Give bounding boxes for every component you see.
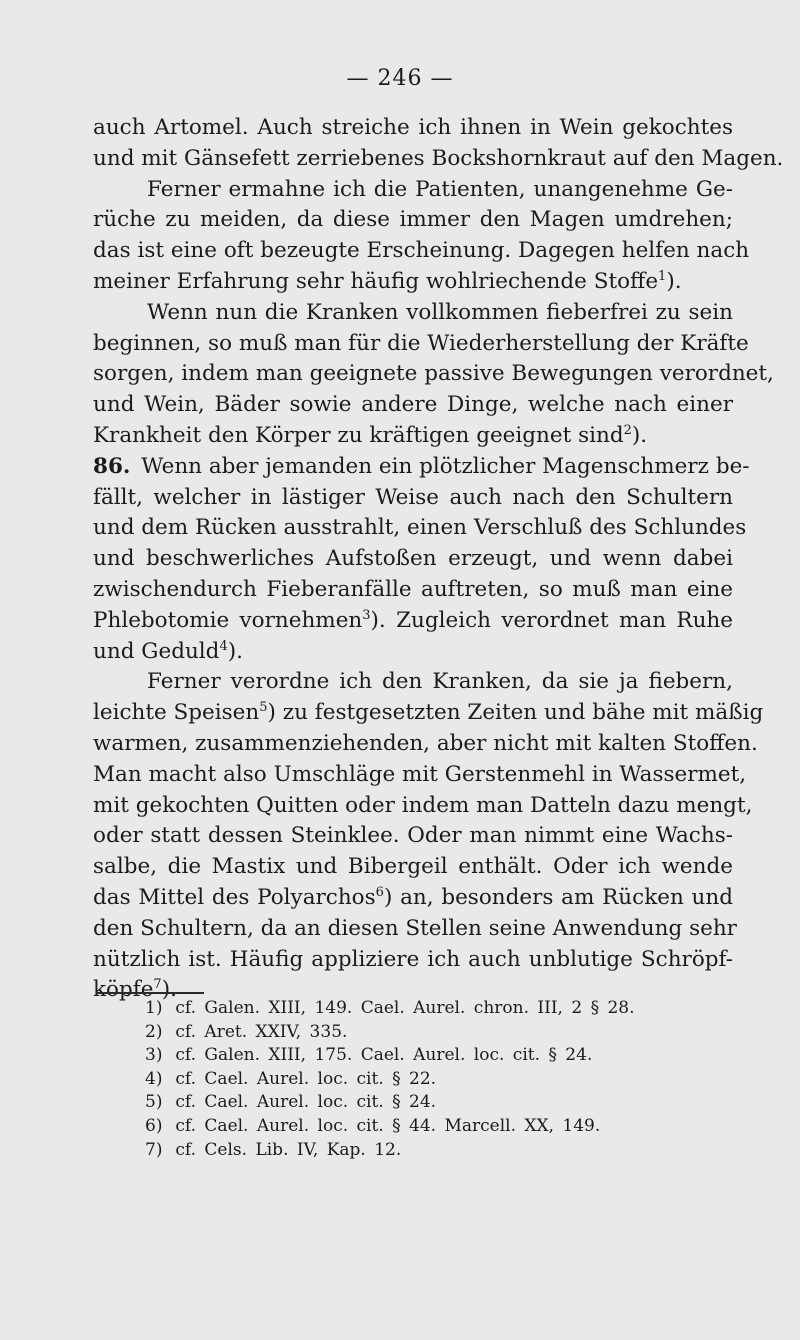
text-line: nützlich ist. Häufig appliziere ich auch unblutige Schröpf- bbox=[93, 946, 733, 972]
footnote-ref: 2 bbox=[623, 422, 632, 438]
text-line: meiner Erfahrung sehr häufig wohlriechende Stoffe$^1$). bbox=[93, 268, 682, 294]
section-number: 86. bbox=[93, 453, 131, 479]
footnote bbox=[145, 997, 745, 1021]
text-fragment: Phlebotomie vornehmen bbox=[93, 607, 363, 633]
footnote-rule bbox=[96, 992, 204, 994]
text-line: Ferner ermahne ich die Patienten, unangenehme Ge- bbox=[147, 176, 733, 202]
text-fragment: und Geduld bbox=[93, 638, 220, 664]
text-fragment: Zugleich verordnet man Ruhe bbox=[396, 607, 733, 633]
footnote-text: cf. Cael. Aurel. loc. cit. § 22. bbox=[175, 1068, 437, 1089]
text-fragment: zu festgesetzten Zeiten und bähe mit mäßig bbox=[282, 700, 764, 726]
text-fragment: Wenn aber jemanden ein plötzlicher Magenschmerz be- bbox=[141, 453, 750, 479]
text-line: oder statt dessen Steinklee. Oder man nimmt eine Wachs- bbox=[93, 823, 733, 849]
text-line: und Geduld$^4$). bbox=[93, 638, 243, 664]
footnote-number: 1) bbox=[145, 998, 163, 1018]
footnote-text: cf. Cels. Lib. IV, Kap. 12. bbox=[175, 1139, 402, 1160]
text-line: leichte Speisen$^5$) zu festgesetzten Zeiten und bähe mit mäßig bbox=[93, 700, 764, 726]
text-line: Phlebotomie vornehmen$^3$). Zugleich verordnet man Ruhe bbox=[93, 607, 733, 633]
footnote-ref: 6 bbox=[375, 884, 384, 900]
footnote-number: 7) bbox=[145, 1139, 163, 1160]
text-line: Krankheit den Körper zu kräftigen geeignet sind$^2$). bbox=[93, 422, 648, 448]
text-line: das ist eine oft bezeugte Erscheinung. Dagegen helfen nach bbox=[93, 238, 750, 264]
footnote bbox=[145, 1115, 745, 1139]
footnote-text: cf. Galen. XIII, 175. Cael. Aurel. loc. cit. § 24. bbox=[175, 1045, 593, 1066]
text-line: warmen, zusammenziehenden, aber nicht mit kalten Stoffen. bbox=[93, 730, 758, 756]
text-line: mit gekochten Quitten oder indem man Datteln dazu mengt, bbox=[93, 792, 753, 818]
footnote-ref: 7 bbox=[153, 977, 162, 993]
footnote-ref: 4 bbox=[219, 638, 228, 654]
footnote-ref: 1 bbox=[658, 268, 667, 284]
text-line bbox=[93, 452, 750, 483]
text-line: köpfe$^7$). bbox=[93, 977, 177, 1003]
text-line: Ferner verordne ich den Kranken, da sie ja fiebern, bbox=[147, 669, 733, 695]
text-line: auch Artomel. Auch streiche ich ihnen in Wein gekochtes bbox=[93, 115, 733, 140]
text-line: zwischendurch Fieberanfälle auftreten, so muß man eine bbox=[93, 576, 733, 602]
footnote-ref: 3 bbox=[362, 607, 371, 623]
footnote-number: 3) bbox=[145, 1045, 163, 1066]
footnote-number: 5) bbox=[145, 1092, 163, 1113]
footnote-number: 4) bbox=[145, 1068, 163, 1089]
text-fragment: Krankheit den Körper zu kräftigen geeignet sind bbox=[93, 422, 624, 448]
footnote bbox=[145, 1068, 745, 1092]
text-fragment: meiner Erfahrung sehr häufig wohlriechende Stoffe bbox=[93, 268, 659, 294]
page-number: — 246 — bbox=[346, 66, 454, 91]
text-line: beginnen, so muß man für die Wiederherstellung der Kräfte bbox=[93, 330, 749, 356]
footnote bbox=[145, 1044, 745, 1068]
footnote-number: 2) bbox=[145, 1021, 163, 1042]
footnote-number: 6) bbox=[145, 1115, 163, 1136]
footnote bbox=[145, 1139, 745, 1163]
text-fragment: das Mittel des Polyarchos bbox=[93, 884, 376, 910]
footnote-ref: 5 bbox=[259, 700, 268, 716]
text-fragment: an, besonders am Rücken und bbox=[400, 884, 733, 910]
text-line: Man macht also Umschläge mit Gerstenmehl in Wassermet, bbox=[93, 761, 747, 787]
text-line: den Schultern, da an diesen Stellen seine Anwendung sehr bbox=[93, 915, 737, 941]
text-line: sorgen, indem man geeignete passive Bewegungen verordnet, bbox=[93, 361, 774, 387]
footnote-text: cf. Aret. XXIV, 335. bbox=[175, 1021, 348, 1042]
text-line: Wenn nun die Kranken vollkommen fieberfrei zu sein bbox=[147, 299, 733, 325]
text-line: fällt, welcher in lästiger Weise auch nach den Schultern bbox=[93, 484, 733, 510]
text-line: das Mittel des Polyarchos$^6$) an, besonders am Rücken und bbox=[93, 884, 733, 910]
footnote-text: cf. Cael. Aurel. loc. cit. § 44. Marcell. XX, 149. bbox=[175, 1115, 601, 1136]
text-fragment: köpfe bbox=[93, 977, 154, 1003]
footnote bbox=[145, 1021, 745, 1045]
text-line: und dem Rücken ausstrahlt, einen Verschluß des Schlundes bbox=[93, 515, 747, 541]
text-line: und mit Gänsefett zerriebenes Bockshornkraut auf den Magen. bbox=[93, 145, 784, 171]
text-line: rüche zu meiden, da diese immer den Magen umdrehen; bbox=[93, 207, 733, 233]
footnote bbox=[145, 1091, 745, 1115]
footnote-text: cf. Galen. XIII, 149. Cael. Aurel. chron. III, 2 § 28. bbox=[175, 998, 635, 1018]
body-text bbox=[93, 113, 784, 1006]
text-fragment: leichte Speisen bbox=[93, 700, 260, 726]
text-line: salbe, die Mastix und Bibergeil enthält. Oder ich wende bbox=[93, 854, 733, 880]
text-line: und Wein, Bäder sowie andere Dinge, welche nach einer bbox=[93, 392, 733, 418]
text-line: und beschwerliches Aufstoßen erzeugt, und wenn dabei bbox=[93, 546, 733, 572]
footnotes bbox=[145, 997, 745, 1162]
footnote-text: cf. Cael. Aurel. loc. cit. § 24. bbox=[175, 1092, 437, 1113]
